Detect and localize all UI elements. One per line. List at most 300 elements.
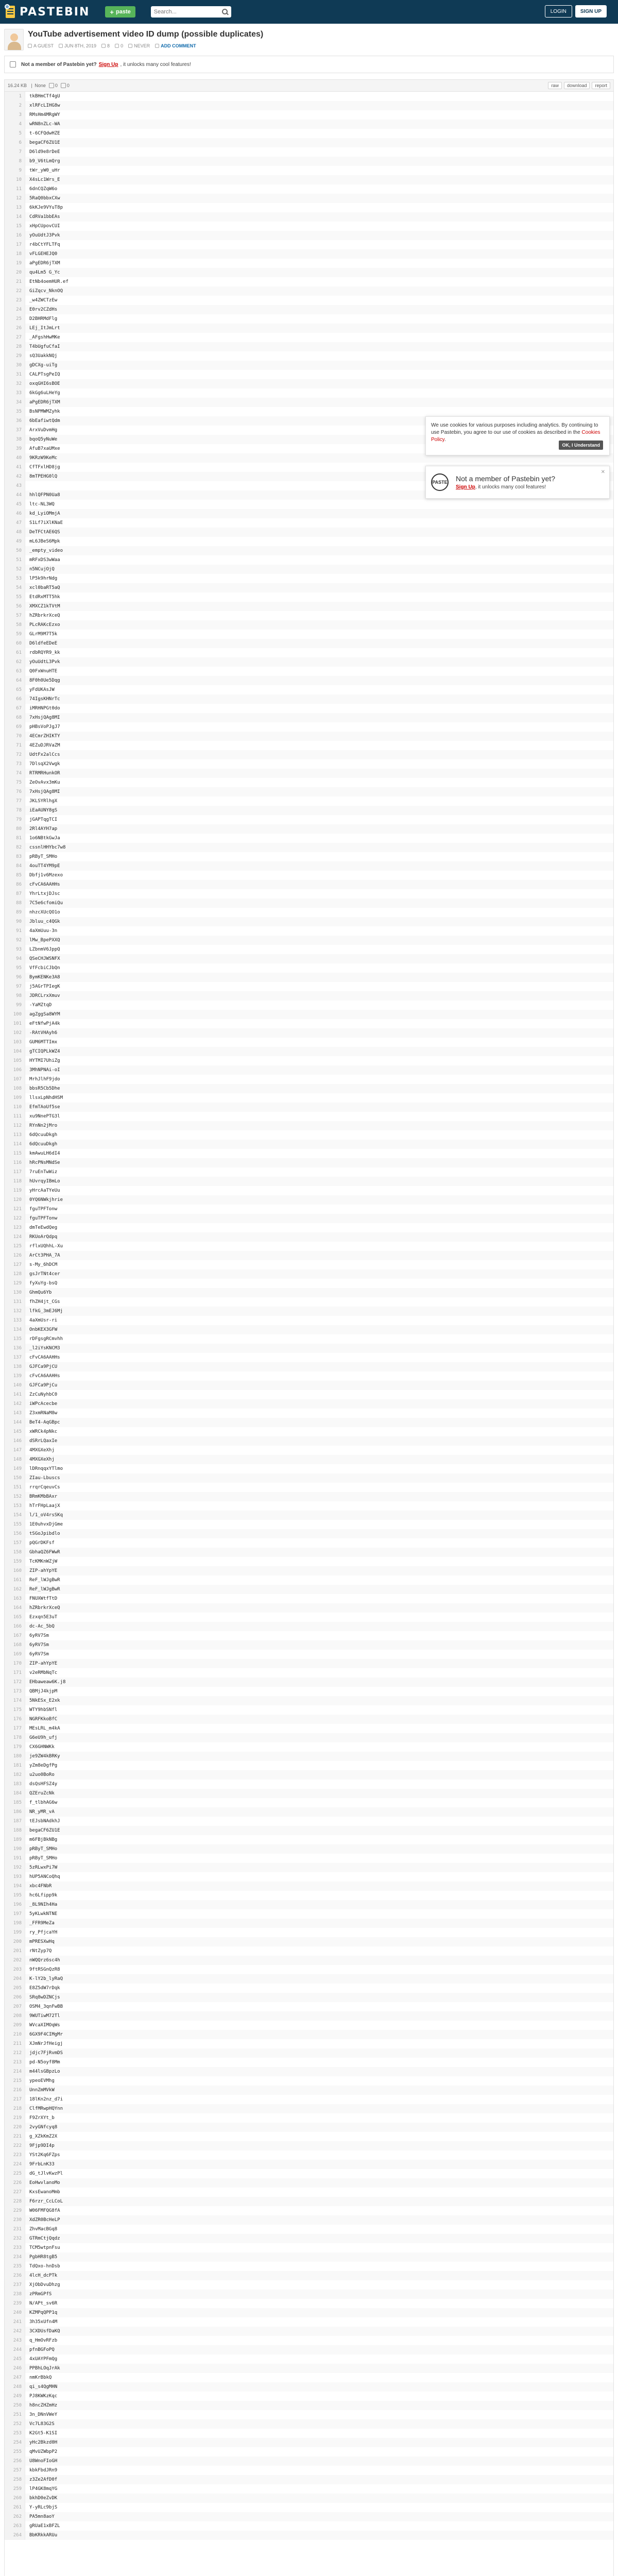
code-line (5, 1900, 613, 1909)
line-text: X4sLc1Wrs_E (29, 177, 60, 182)
user-icon (28, 44, 32, 48)
code-line (5, 2150, 613, 2160)
line-text: BsNPMWMZyhk (29, 409, 60, 414)
line-number: 183 (5, 1780, 25, 1789)
line-number: 251 (5, 2410, 25, 2419)
code-line (5, 1919, 613, 1928)
line-number: 152 (5, 1492, 25, 1501)
line-text: hTrFHpLaajX (29, 1503, 60, 1509)
code-area (4, 92, 614, 2576)
code-line (5, 1214, 613, 1223)
code-line (5, 1084, 613, 1093)
code-line (5, 1882, 613, 1891)
line-text: s-My_6hDCM (29, 1262, 58, 1267)
code-line (5, 1344, 613, 1353)
line-text: xu9NnePTG3l (29, 1114, 60, 1119)
line-text: GTRmCtjQqdz (29, 2236, 60, 2241)
line-number: 105 (5, 1056, 25, 1065)
line-text: lDRnqqxYTlmo (29, 1466, 63, 1471)
line-text: rdbRQYR9_kk (29, 650, 60, 655)
code-line (5, 2531, 613, 2540)
pastebin-logo[interactable] (4, 4, 90, 20)
line-number: 171 (5, 1668, 25, 1677)
line-text: 5RaQ0bbxCXw (29, 196, 60, 201)
line-number: 174 (5, 1696, 25, 1705)
code-line (5, 1418, 613, 1427)
line-number: 16 (5, 231, 25, 240)
line-text: RYnNn2jMro (29, 1123, 58, 1128)
code-line (5, 1158, 613, 1167)
line-text: pfnBGFoPQ (29, 2347, 55, 2352)
line-number: 141 (5, 1390, 25, 1399)
line-text: ZeOvAvx3mKu (29, 780, 60, 785)
line-number: 128 (5, 1269, 25, 1279)
line-number: 2 (5, 101, 25, 110)
line-text: W06FMFQG8fA (29, 2208, 60, 2213)
line-text: hRcPNsMNdSe (29, 1160, 60, 1165)
code-line (5, 194, 613, 203)
line-text: BbKRkkARUu (29, 2533, 58, 2538)
line-number: 233 (5, 2243, 25, 2252)
star-icon (115, 44, 119, 48)
code-toolbar (4, 79, 614, 92)
raw-button[interactable]: raw (548, 82, 562, 89)
line-text: 2vyGNfcyq8 (29, 2125, 58, 2130)
line-number: 76 (5, 787, 25, 796)
line-text: cFvCA6AAHHs (29, 1355, 60, 1360)
line-text: OSM4_3qnFwBB (29, 2004, 63, 2009)
line-number: 246 (5, 2364, 25, 2373)
code-line (5, 212, 613, 222)
line-number: 169 (5, 1650, 25, 1659)
line-text: GUM6MTTImx (29, 1040, 58, 1045)
line-number: 137 (5, 1353, 25, 1362)
code-line (5, 2484, 613, 2494)
line-number: 261 (5, 2503, 25, 2512)
line-number: 245 (5, 2354, 25, 2364)
line-text: fyXuYg-bsQ (29, 1281, 58, 1286)
code-line (5, 240, 613, 249)
line-text: XJmNrJfHeigj (29, 2041, 63, 2046)
line-text: yFdUKAsJW (29, 687, 55, 692)
line-number: 11 (5, 184, 25, 194)
code-line (5, 945, 613, 954)
line-number: 186 (5, 1807, 25, 1817)
line-number: 90 (5, 917, 25, 926)
line-number: 252 (5, 2419, 25, 2429)
code-line (5, 1307, 613, 1316)
cookie-accept-button[interactable]: OK, I Understand (559, 440, 603, 450)
line-text: hUvrqyIBmLo (29, 1179, 60, 1184)
line-text: sQ3UakkNQj (29, 353, 58, 359)
code-line (5, 1390, 613, 1399)
code-line (5, 1687, 613, 1696)
search-icon[interactable] (222, 9, 228, 15)
upvote-button[interactable] (49, 83, 58, 88)
code-line (5, 1613, 613, 1622)
code-line (5, 2104, 613, 2113)
code-line (5, 268, 613, 277)
line-number: 192 (5, 1863, 25, 1872)
code-line (5, 1807, 613, 1817)
code-line (5, 2382, 613, 2392)
line-text: -RAtVHAyh6 (29, 1030, 58, 1036)
code-line (5, 1056, 613, 1065)
code-line (5, 2215, 613, 2225)
author-meta[interactable] (28, 43, 54, 48)
code-line (5, 1464, 613, 1473)
code-line (5, 1946, 613, 1956)
views-meta (101, 43, 110, 48)
code-line (5, 2429, 613, 2438)
line-number: 4 (5, 120, 25, 129)
code-line (5, 296, 613, 305)
line-number: 84 (5, 861, 25, 871)
line-text: begaCF6ZU1E (29, 140, 60, 145)
line-text: iEaAUNY8gS (29, 808, 58, 813)
line-text: PLcRAKcEzxo (29, 622, 60, 628)
line-number: 184 (5, 1789, 25, 1798)
line-number: 155 (5, 1520, 25, 1529)
line-number: 216 (5, 2086, 25, 2095)
code-line (5, 1511, 613, 1520)
history-value: None (35, 83, 46, 88)
line-number: 224 (5, 2160, 25, 2169)
line-number: 249 (5, 2392, 25, 2401)
line-number: 42 (5, 472, 25, 481)
line-text: G6eU9h_ufj (29, 1735, 58, 1740)
line-text: AfuB7xaUMxe (29, 446, 60, 451)
code-line (5, 2438, 613, 2447)
line-number: 180 (5, 1752, 25, 1761)
line-number: 100 (5, 1010, 25, 1019)
line-text: xWRCk4pNkc (29, 1429, 58, 1434)
line-text: ReF_lWJgBwR (29, 1587, 60, 1592)
line-number: 223 (5, 2150, 25, 2160)
line-number: 230 (5, 2215, 25, 2225)
line-number: 34 (5, 398, 25, 407)
code-line (5, 991, 613, 1001)
code-line (5, 843, 613, 852)
code-line (5, 1993, 613, 2002)
new-paste-button[interactable] (105, 6, 135, 18)
code-line (5, 379, 613, 388)
code-line (5, 1279, 613, 1288)
line-text: F9ZrXYt_b (29, 2115, 55, 2121)
line-text: YhrLtxjDJsc (29, 891, 60, 896)
line-number: 70 (5, 732, 25, 741)
code-line (5, 2086, 613, 2095)
line-text: qi_s4QgMHN (29, 2384, 58, 2389)
downvote-button[interactable] (61, 83, 70, 88)
code-line (5, 166, 613, 175)
author-name: A GUEST (33, 43, 54, 48)
line-text: MrhJlhF9jdo (29, 1077, 60, 1082)
line-number: 27 (5, 333, 25, 342)
search-input[interactable] (154, 9, 216, 15)
code-line (5, 101, 613, 110)
line-number: 92 (5, 936, 25, 945)
code-line (5, 1742, 613, 1752)
line-number: 237 (5, 2280, 25, 2290)
code-line (5, 1835, 613, 1844)
code-line (5, 685, 613, 694)
code-line (5, 639, 613, 648)
code-line (5, 555, 613, 565)
code-line (5, 2373, 613, 2382)
plus-icon: + (110, 8, 114, 16)
code-line (5, 2039, 613, 2048)
code-line (5, 120, 613, 129)
code-line (5, 583, 613, 592)
code-line (5, 249, 613, 259)
line-number: 258 (5, 2475, 25, 2484)
line-text: KZMPqQPP1q (29, 2310, 58, 2315)
code-line (5, 305, 613, 314)
line-text: _w4ZWCTzEw (29, 298, 58, 303)
code-line (5, 1483, 613, 1492)
signup-button[interactable]: SIGN UP (575, 5, 607, 18)
line-text: 6yRV7Sm (29, 1642, 49, 1648)
line-text: gTCIQPLkWZ4 (29, 1049, 60, 1054)
member-signup-link[interactable]: Sign Up (98, 61, 118, 67)
line-number: 91 (5, 926, 25, 936)
line-text: D6ldfeEDeE (29, 641, 58, 646)
line-number: 132 (5, 1307, 25, 1316)
line-number: 3 (5, 110, 25, 120)
code-line (5, 732, 613, 741)
code-line (5, 2345, 613, 2354)
line-number: 102 (5, 1028, 25, 1038)
code-line (5, 222, 613, 231)
line-number: 244 (5, 2345, 25, 2354)
code-line (5, 954, 613, 963)
line-number: 8 (5, 157, 25, 166)
line-number: 159 (5, 1557, 25, 1566)
code-line (5, 852, 613, 861)
line-text: 9Fjp9DI4p (29, 2143, 55, 2148)
paste-date: JUN 8TH, 2019 (64, 43, 97, 48)
search-box[interactable] (151, 6, 231, 18)
line-text: EtNb4oemHUR.ef (29, 279, 68, 284)
line-text: -YaMZtqD (29, 1003, 52, 1008)
code-line (5, 1594, 613, 1603)
code-line (5, 2234, 613, 2243)
line-text: tkBHmCTf4gU (29, 94, 60, 99)
line-text: wRN8nZLc-WA (29, 122, 60, 127)
line-number: 151 (5, 1483, 25, 1492)
code-line (5, 138, 613, 147)
line-text: rNtZyp7Q (29, 1948, 52, 1954)
code-line (5, 1362, 613, 1371)
line-number: 29 (5, 351, 25, 361)
line-text: pRByT_SMHo (29, 1856, 58, 1861)
line-number: 1 (5, 92, 25, 101)
line-text: GiZqcv_NknOQ (29, 289, 63, 294)
code-line (5, 1121, 613, 1130)
cookies-policy-link[interactable]: Cookies Policy (431, 430, 600, 443)
code-line (5, 2067, 613, 2076)
line-number: 238 (5, 2290, 25, 2299)
line-number: 176 (5, 1715, 25, 1724)
code-line (5, 880, 613, 889)
code-line (5, 361, 613, 370)
code-line (5, 1446, 613, 1455)
line-text: ZIau-Lbuscs (29, 1476, 60, 1481)
line-number: 197 (5, 1909, 25, 1919)
line-text: D6ld9e8rDeE (29, 149, 60, 155)
line-number: 210 (5, 2030, 25, 2039)
line-number: 44 (5, 490, 25, 500)
avatar (4, 29, 24, 50)
line-number: 229 (5, 2206, 25, 2215)
code-line (5, 1297, 613, 1307)
line-text: 4MXGXeXhj (29, 1457, 55, 1462)
line-text: 6kKJe9VYuT8p (29, 205, 63, 210)
line-text: oxqGHI6sBOE (29, 381, 60, 386)
code-line (5, 2336, 613, 2345)
line-text: gRUaE1xBFZL (29, 2523, 60, 2529)
line-text: LEj_ItJmLrt (29, 326, 60, 331)
code-line (5, 1473, 613, 1483)
line-number: 52 (5, 565, 25, 574)
code-line (5, 963, 613, 973)
line-text: RTRMRHunkOR (29, 771, 60, 776)
line-number: 65 (5, 685, 25, 694)
line-text: 9KRzW9KeMc (29, 455, 58, 461)
code-line (5, 2048, 613, 2058)
line-number: 205 (5, 1984, 25, 1993)
line-text: tEJsbNAdkhJ (29, 1819, 60, 1824)
line-number: 87 (5, 889, 25, 899)
code-line (5, 1548, 613, 1557)
code-line (5, 565, 613, 574)
code-line (5, 2021, 613, 2030)
line-number: 32 (5, 379, 25, 388)
line-number: 195 (5, 1891, 25, 1900)
code-line (5, 1047, 613, 1056)
line-text: ypeoEVMhg (29, 2078, 55, 2083)
code-line (5, 277, 613, 286)
line-number: 189 (5, 1835, 25, 1844)
code-line (5, 2327, 613, 2336)
line-text: ClfMRwpHQYnn (29, 2106, 63, 2111)
close-icon[interactable]: ✕ (600, 469, 605, 475)
line-number: 103 (5, 1038, 25, 1047)
line-number: 126 (5, 1251, 25, 1260)
login-button[interactable]: LOGIN (545, 5, 572, 18)
code-line (5, 231, 613, 240)
line-text: llsxLpNhdHSM (29, 1095, 63, 1100)
code-line (5, 259, 613, 268)
line-number: 75 (5, 778, 25, 787)
line-number: 200 (5, 1937, 25, 1946)
line-text: dsQsHFSZ4y (29, 1782, 58, 1787)
code-line (5, 926, 613, 936)
line-text: 8F0h0Ue5Dqg (29, 678, 60, 683)
notice-signup-link[interactable]: Sign Up (456, 484, 475, 490)
line-text: 4aXmUuu-3n (29, 928, 58, 934)
code-line (5, 1436, 613, 1446)
line-number: 149 (5, 1464, 25, 1473)
notice-text (456, 474, 555, 490)
line-text: KxsEwanoMmb (29, 2190, 60, 2195)
line-text: Z3xmRNaM8w (29, 1411, 58, 1416)
line-text: 7C5e6cfomiQu (29, 901, 63, 906)
code-line (5, 2299, 613, 2308)
code-line (5, 648, 613, 657)
code-line (5, 611, 613, 620)
line-text: 1E0uhvxDjGme (29, 1522, 63, 1527)
code-line (5, 2280, 613, 2290)
report-button[interactable]: report (592, 82, 610, 89)
line-number: 208 (5, 2011, 25, 2021)
line-text: hUP5ANCoQhq (29, 1874, 60, 1879)
line-number: 68 (5, 713, 25, 722)
line-text: rflxUQhhL-Xu (29, 1244, 63, 1249)
line-number: 33 (5, 388, 25, 398)
line-text: XMXCZ1kTVtM (29, 604, 60, 609)
pastebin-badge-icon: PASTE (431, 473, 449, 491)
line-text: dSRrLQaxIe (29, 1438, 58, 1444)
line-text: PJ8KWKzKqc (29, 2394, 58, 2399)
code-line (5, 741, 613, 750)
line-number: 93 (5, 945, 25, 954)
line-text: GbhaQZ6FWwR (29, 1550, 60, 1555)
line-text: 7ruEnTwWiz (29, 1170, 58, 1175)
line-number: 225 (5, 2169, 25, 2178)
paste-meta (28, 43, 614, 48)
line-number: 156 (5, 1529, 25, 1538)
notice-heading: Not a member of Pastebin yet? (456, 474, 555, 483)
code-line (5, 1010, 613, 1019)
code-line (5, 1529, 613, 1538)
line-number: 160 (5, 1566, 25, 1575)
code-line (5, 1399, 613, 1409)
line-number: 37 (5, 426, 25, 435)
code-line (5, 2494, 613, 2503)
line-number: 138 (5, 1362, 25, 1371)
line-number: 219 (5, 2113, 25, 2123)
line-text: pd-N5oyf8Mm (29, 2060, 60, 2065)
line-text: 6dQcuuDkgh (29, 1142, 58, 1147)
line-number: 64 (5, 676, 25, 685)
expiry-meta (128, 43, 150, 48)
add-comment-link[interactable] (155, 43, 196, 48)
code-line (5, 1538, 613, 1548)
code-line (5, 342, 613, 351)
line-number: 254 (5, 2438, 25, 2447)
line-text: bqoQ5yNuWe (29, 437, 58, 442)
line-text: 5yKLwkNTNE (29, 1911, 58, 1917)
download-button[interactable]: download (564, 82, 590, 89)
code-line (5, 314, 613, 324)
line-text: hc6Lfipp9k (29, 1893, 58, 1898)
code-line (5, 620, 613, 630)
line-number: 51 (5, 555, 25, 565)
line-number: 39 (5, 444, 25, 453)
line-text: jGAPTqgTCI (29, 817, 58, 822)
code-line (5, 2178, 613, 2188)
line-number: 74 (5, 769, 25, 778)
thumbs-up-icon (49, 83, 54, 88)
line-text: JKLSYRlhgX (29, 799, 58, 804)
line-text: 4ouTT4YM9pE (29, 863, 60, 869)
line-number: 217 (5, 2095, 25, 2104)
paste-title: YouTube advertisement video ID dump (possible duplicates) (28, 30, 264, 39)
line-number: 187 (5, 1817, 25, 1826)
line-text: 9WUTiwM72Tl (29, 2013, 60, 2019)
